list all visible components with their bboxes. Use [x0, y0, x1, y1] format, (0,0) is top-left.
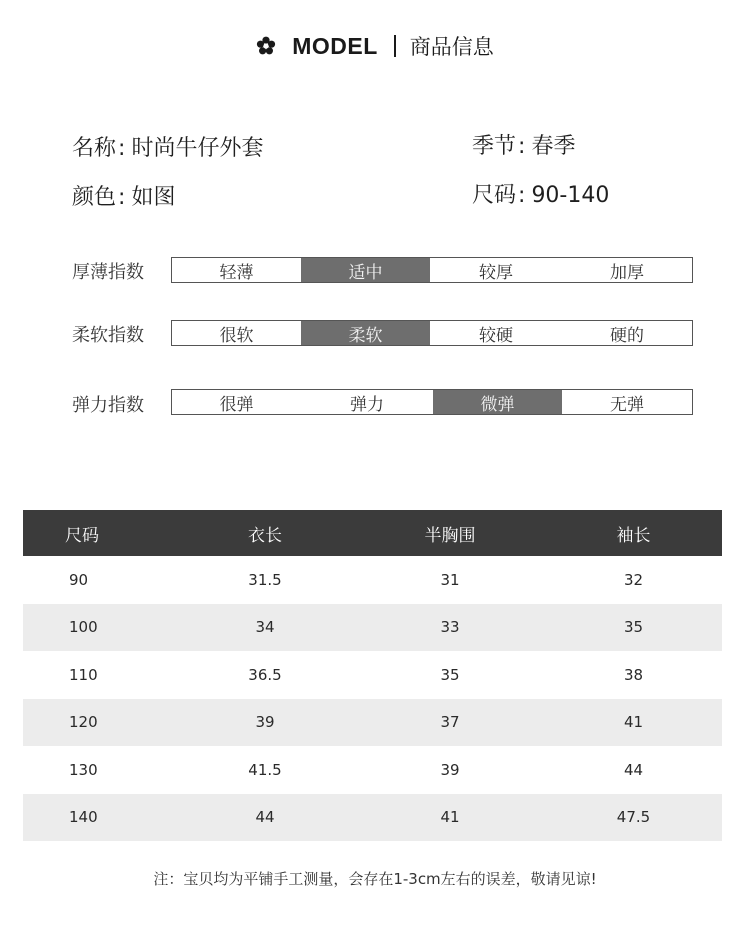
table-cell: 36.5 — [248, 665, 282, 684]
table-cell: 140 — [23, 794, 175, 842]
table-cell: 35 — [440, 665, 460, 684]
size-label: 尺码 — [472, 183, 517, 208]
table-cell: 41 — [545, 699, 722, 747]
season-value: 春季 — [531, 134, 576, 159]
info-season: 季节: 春季 — [472, 134, 576, 159]
thickness-index-bar — [171, 257, 693, 283]
measurement-note: 注：宝贝均为平铺手工测量，会存在1-3cm左右的误差，敬请见谅! — [153, 870, 597, 888]
thickness-option-thin: 轻薄 — [219, 262, 254, 283]
size-table-header — [23, 510, 722, 556]
page-header — [0, 28, 750, 64]
elasticity-option-no-stretch: 无弹 — [610, 394, 644, 415]
table-cell: 33 — [355, 604, 545, 652]
table-cell: 35 — [545, 604, 722, 652]
size-value: 90-140 — [531, 183, 610, 208]
elasticity-index-label: 弹力指数 — [72, 395, 144, 416]
thickness-option-medium: 适中 — [301, 258, 430, 282]
season-label: 季节 — [472, 134, 517, 159]
softness-option-firm: 较硬 — [479, 325, 513, 346]
table-cell: 34 — [175, 604, 355, 652]
softness-option-soft: 柔软 — [301, 321, 430, 345]
info-name: 名称: 时尚牛仔外套 — [72, 136, 264, 161]
color-value: 如图 — [131, 185, 176, 210]
table-cell: 38 — [623, 665, 644, 684]
table-cell: 39 — [440, 760, 460, 779]
column-header-size: 尺码 — [23, 510, 175, 556]
elasticity-option-slight-stretch: 微弹 — [433, 390, 562, 414]
elasticity-option-very-stretchy: 很弹 — [219, 394, 254, 415]
table-cell: 44 — [175, 794, 355, 842]
table-cell: 110 — [69, 665, 98, 684]
info-color: 颜色: 如图 — [72, 185, 176, 210]
table-row — [23, 651, 722, 699]
table-cell: 31.5 — [248, 570, 282, 589]
column-header-sleeve: 袖长 — [545, 510, 722, 556]
table-row — [23, 604, 722, 652]
name-value: 时尚牛仔外套 — [131, 136, 264, 161]
thickness-option-thick: 较厚 — [479, 262, 513, 283]
table-row — [23, 794, 722, 842]
table-row — [23, 556, 722, 604]
table-cell: 44 — [623, 760, 644, 779]
column-header-half-chest: 半胸围 — [355, 510, 545, 556]
table-row — [23, 746, 722, 794]
table-cell: 31 — [440, 570, 460, 589]
column-header-length: 衣长 — [175, 510, 355, 556]
table-cell: 130 — [69, 760, 98, 779]
name-label: 名称 — [72, 136, 117, 161]
table-cell: 90 — [69, 570, 89, 589]
table-cell: 41.5 — [248, 760, 282, 779]
page-title: 商品信息 — [409, 35, 494, 59]
thickness-index-label: 厚薄指数 — [72, 262, 144, 283]
color-label: 颜色 — [72, 185, 117, 210]
info-size: 尺码: 90-140 — [472, 183, 610, 208]
brand-text: MODEL — [292, 32, 378, 59]
softness-option-very-soft: 很软 — [219, 325, 254, 346]
table-cell: 100 — [23, 604, 175, 652]
elasticity-option-stretchy: 弹力 — [350, 394, 384, 415]
softness-index-bar — [171, 320, 693, 346]
thickness-option-extra-thick: 加厚 — [610, 262, 644, 283]
table-cell: 120 — [23, 699, 175, 747]
table-cell: 41 — [355, 794, 545, 842]
table-row — [23, 699, 722, 747]
table-cell: 32 — [623, 570, 644, 589]
softness-index-label: 柔软指数 — [72, 325, 144, 346]
softness-option-hard: 硬的 — [610, 325, 644, 346]
header-divider — [394, 35, 396, 57]
table-cell: 37 — [355, 699, 545, 747]
elasticity-index-bar — [171, 389, 693, 415]
flower-icon — [256, 36, 276, 56]
table-cell: 39 — [175, 699, 355, 747]
size-table — [23, 510, 722, 841]
table-cell: 47.5 — [545, 794, 722, 842]
